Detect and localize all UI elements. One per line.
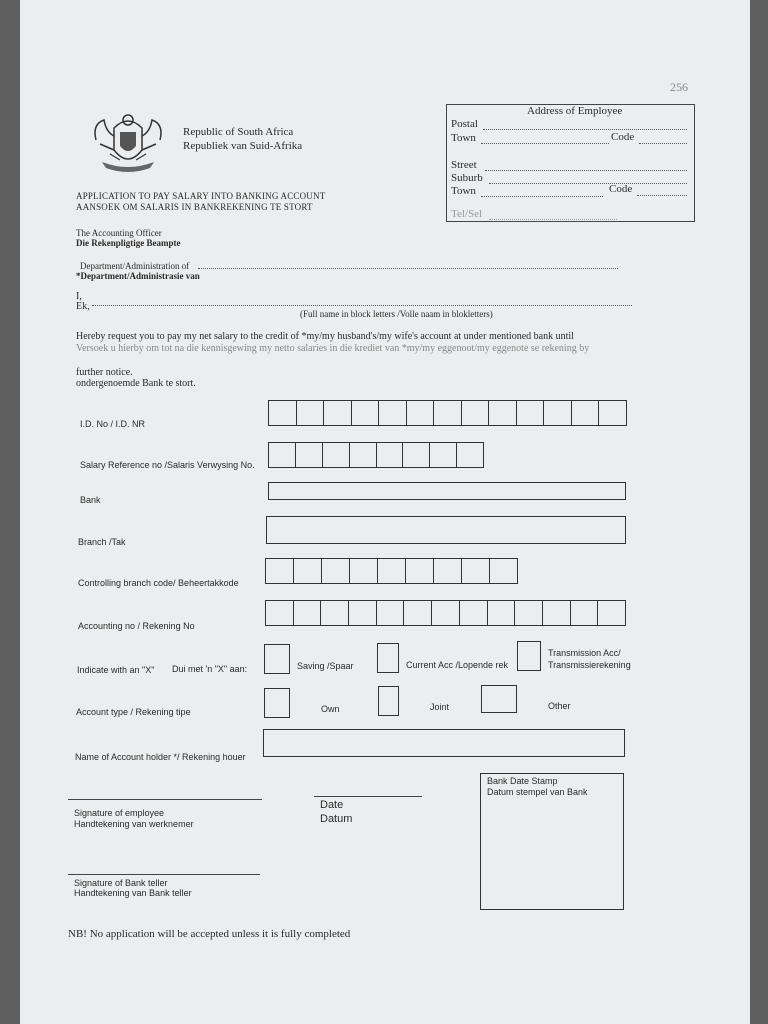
current-account-label: Current Acc /Lopende rek xyxy=(406,660,509,670)
account-number-field[interactable] xyxy=(265,600,626,626)
other-checkbox[interactable] xyxy=(481,685,517,713)
branch-label: Branch /Tak xyxy=(78,537,126,547)
own-checkbox[interactable] xyxy=(264,688,290,718)
form-title-en: APPLICATION TO PAY SALARY INTO BANKING ACCOUNT xyxy=(76,191,326,201)
branch-code-label: Controlling branch code/ Beheertakkode xyxy=(78,578,239,588)
department-en: Department/Administration of xyxy=(80,261,190,271)
saving-label: Saving /Spaar xyxy=(297,661,354,671)
date-label-af: Datum xyxy=(320,813,353,825)
indicate-x-label-af: Dui met 'n "X" aan: xyxy=(172,664,248,674)
indicate-x-label: Indicate with an "X" xyxy=(77,665,155,675)
department-af: *Department/Administrasie van xyxy=(76,271,200,281)
joint-label: Joint xyxy=(430,702,450,712)
teller-signature-label-af: Handtekening van Bank teller xyxy=(74,888,192,898)
town-field[interactable] xyxy=(481,143,609,144)
teller-signature-line[interactable] xyxy=(68,874,260,875)
code2-field[interactable] xyxy=(637,195,687,196)
branch-code-field[interactable] xyxy=(265,558,518,584)
country-en: Republic of South Africa xyxy=(183,126,294,138)
full-name-field[interactable] xyxy=(92,305,632,306)
transmission-label-en: Transmission Acc/ xyxy=(548,648,621,658)
employee-signature-label-en: Signature of employee xyxy=(74,808,165,818)
current-account-checkbox[interactable] xyxy=(377,643,399,673)
suburb-label: Suburb xyxy=(451,172,483,184)
department-field[interactable] xyxy=(198,268,618,269)
footer-note: NB! No application will be accepted unless it is fully completed xyxy=(68,928,351,940)
branch-field[interactable] xyxy=(266,516,626,544)
date-label-en: Date xyxy=(320,799,344,811)
account-type-label: Account type / Rekening tipe xyxy=(76,707,191,717)
salary-reference-label: Salary Reference no /Salaris Verwysing No. xyxy=(80,460,255,470)
employee-signature-line[interactable] xyxy=(68,799,262,800)
bank-stamp-label-af: Datum stempel van Bank xyxy=(487,787,588,797)
page-number: 256 xyxy=(670,80,688,94)
i-label-af: Ek, xyxy=(76,301,90,312)
account-holder-label: Name of Account holder */ Rekening houer xyxy=(75,752,246,762)
accounting-officer-en: The Accounting Officer xyxy=(76,228,162,238)
coat-of-arms-logo xyxy=(90,110,166,174)
bank-label: Bank xyxy=(80,495,101,505)
further-notice-af: ondergenoemde Bank te stort. xyxy=(76,378,196,389)
town2-label: Town xyxy=(451,185,476,197)
date-line[interactable] xyxy=(314,796,422,797)
other-label: Other xyxy=(548,701,571,711)
street-label: Street xyxy=(451,159,477,171)
request-text-af: Versoek u hierby om tot na die kennisgewing my netto salaries in die krediet van *my/my eggenoot/my eggenote se rekening by xyxy=(76,343,590,354)
tel-field[interactable] xyxy=(489,219,617,220)
bank-stamp-label-en: Bank Date Stamp xyxy=(487,776,558,786)
code2-label: Code xyxy=(609,183,633,195)
transmission-label-af: Transmissierekening xyxy=(548,660,631,670)
bank-date-stamp-box xyxy=(480,773,624,910)
street-field[interactable] xyxy=(485,170,687,171)
joint-checkbox[interactable] xyxy=(378,686,399,716)
i-label-en: I, xyxy=(76,291,82,302)
accounting-officer-af: Die Rekenpligtige Beampte xyxy=(76,238,181,248)
bank-field[interactable] xyxy=(268,482,626,500)
account-holder-field[interactable] xyxy=(263,729,625,757)
account-number-label: Accounting no / Rekening No xyxy=(78,621,195,631)
code-label: Code xyxy=(611,131,635,143)
request-text-en: Hereby request you to pay my net salary to the credit of *my/my husband's/my wife's account at under mentioned bank until xyxy=(76,331,574,342)
own-label: Own xyxy=(321,704,340,714)
suburb-field[interactable] xyxy=(489,183,687,184)
teller-signature-label-en: Signature of Bank teller xyxy=(74,878,168,888)
form-page xyxy=(20,0,750,1024)
employee-address-box xyxy=(446,104,695,222)
address-box-title: Address of Employee xyxy=(527,105,623,117)
id-number-label: I.D. No / I.D. NR xyxy=(80,419,146,429)
code-field[interactable] xyxy=(639,143,687,144)
full-name-note: (Full name in block letters /Volle naam in blokletters) xyxy=(300,309,493,319)
id-number-field[interactable] xyxy=(268,400,627,426)
postal-label: Postal xyxy=(451,118,478,130)
town2-field[interactable] xyxy=(481,196,603,197)
country-af: Republiek van Suid-Afrika xyxy=(183,140,303,152)
postal-field[interactable] xyxy=(483,129,687,130)
form-title-af: AANSOEK OM SALARIS IN BANKREKENING TE STORT xyxy=(76,202,313,212)
town-label: Town xyxy=(451,132,476,144)
transmission-checkbox[interactable] xyxy=(517,641,541,671)
employee-signature-label-af: Handtekening van werknemer xyxy=(74,819,194,829)
further-notice-en: further notice. xyxy=(76,367,133,378)
tel-label: Tel/Sel xyxy=(451,208,483,220)
salary-reference-field[interactable] xyxy=(268,442,484,468)
saving-checkbox[interactable] xyxy=(264,644,290,674)
